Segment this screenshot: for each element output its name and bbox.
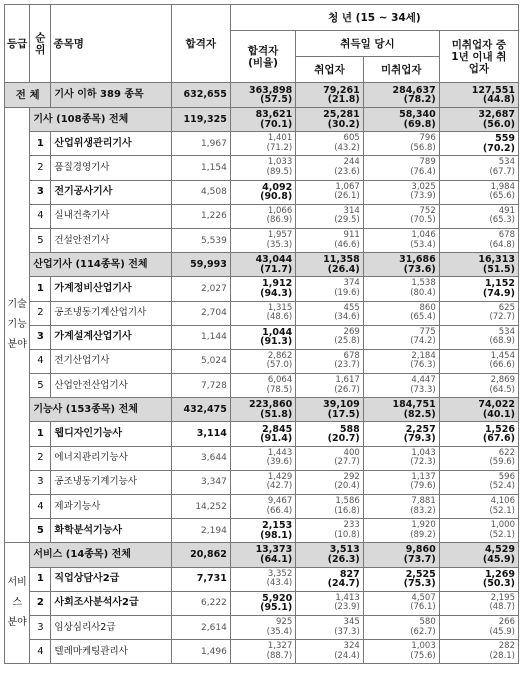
unemp-cell: 796 (56.8)	[363, 132, 439, 156]
item-name: 화학분석기능사	[51, 519, 171, 543]
unemp-cell: 789 (76.4)	[363, 156, 439, 180]
emp-cell: 911 (46.6)	[296, 228, 364, 252]
table-row	[5, 156, 519, 180]
table-row	[5, 422, 519, 446]
item-name: 가계정비산업기사	[51, 277, 171, 301]
table-row	[5, 374, 519, 398]
unemp-cell: 2,525 (75.3)	[363, 567, 439, 591]
within-cell: 4,529 (45.9)	[439, 543, 518, 567]
youth-cell: 43,044 (71.7)	[230, 253, 295, 277]
rank-cell: 3	[30, 325, 51, 349]
item-name: 사회조사분석사2급	[51, 591, 171, 615]
emp-cell: 292 (20.4)	[296, 470, 364, 494]
item-name: 텔레마케팅관리사	[51, 640, 171, 664]
table-row	[5, 640, 519, 664]
within-cell: 1,152 (74.9)	[439, 277, 518, 301]
group-label-service: 서비스 분야	[5, 543, 30, 664]
subtotal-row	[5, 543, 519, 567]
total-label: 전 체	[5, 83, 51, 108]
within-cell: 678 (64.8)	[439, 228, 518, 252]
passers-cell: 7,728	[171, 374, 230, 398]
table-row	[5, 519, 519, 543]
emp-cell: 314 (29.5)	[296, 204, 364, 228]
table-row	[5, 204, 519, 228]
youth-cell: 4,092 (90.8)	[230, 180, 295, 204]
rank-cell: 5	[30, 228, 51, 252]
within-cell: 2,195 (48.7)	[439, 591, 518, 615]
unemp-cell: 860 (65.4)	[363, 301, 439, 325]
passers-cell: 14,252	[171, 495, 230, 519]
youth-cell: 6,064 (78.5)	[230, 374, 295, 398]
unemp-cell: 7,881 (83.2)	[363, 495, 439, 519]
emp-cell: 1,067 (26.1)	[296, 180, 364, 204]
passers-cell: 7,731	[171, 567, 230, 591]
within-cell: 16,313 (51.5)	[439, 253, 518, 277]
passers-cell: 2,027	[171, 277, 230, 301]
emp-cell: 678 (23.7)	[296, 349, 364, 373]
item-name: 임상심리사2급	[51, 615, 171, 639]
rank-cell: 3	[30, 470, 51, 494]
total-within: 127,551 (44.8)	[439, 83, 518, 108]
youth-cell: 1,033 (89.5)	[230, 156, 295, 180]
passers-cell: 5,024	[171, 349, 230, 373]
passers-cell: 20,862	[171, 543, 230, 567]
subtotal-row	[5, 253, 519, 277]
header-passers: 합격자	[171, 5, 230, 83]
youth-cell: 3,352 (43.4)	[230, 567, 295, 591]
within-cell: 534 (67.7)	[439, 156, 518, 180]
subtotal-name: 기능사 (153종목) 전체	[30, 398, 171, 422]
rank-cell: 4	[30, 640, 51, 664]
unemp-cell: 4,507 (76.1)	[363, 591, 439, 615]
table-row	[5, 132, 519, 156]
within-cell: 1,984 (65.6)	[439, 180, 518, 204]
within-cell: 559 (70.2)	[439, 132, 518, 156]
emp-cell: 400 (27.7)	[296, 446, 364, 470]
emp-cell: 345 (37.3)	[296, 615, 364, 639]
unemp-cell: 1,003 (75.6)	[363, 640, 439, 664]
passers-cell: 1,496	[171, 640, 230, 664]
youth-cell: 223,860 (51.8)	[230, 398, 295, 422]
rank-cell: 2	[30, 156, 51, 180]
youth-cell: 925 (35.4)	[230, 615, 295, 639]
rank-cell: 4	[30, 495, 51, 519]
within-cell: 534 (68.9)	[439, 325, 518, 349]
item-name: 공조냉동기계기능사	[51, 470, 171, 494]
rank-cell: 2	[30, 446, 51, 470]
unemp-cell: 9,860 (73.7)	[363, 543, 439, 567]
emp-cell: 3,513 (26.3)	[296, 543, 364, 567]
passers-cell: 2,194	[171, 519, 230, 543]
item-name: 전기공사기사	[51, 180, 171, 204]
emp-cell: 25,281 (30.2)	[296, 108, 364, 132]
youth-cell: 1,315 (48.6)	[230, 301, 295, 325]
within-cell: 491 (65.3)	[439, 204, 518, 228]
total-name: 기사 이하 389 종목	[51, 83, 171, 108]
within-cell: 266 (45.9)	[439, 615, 518, 639]
unemp-cell: 4,447 (73.3)	[363, 374, 439, 398]
table-body	[5, 83, 519, 664]
youth-cell: 13,373 (64.1)	[230, 543, 295, 567]
header-employed-status: 취득일 당시	[296, 31, 440, 57]
total-unemployed: 284,637 (78.2)	[363, 83, 439, 108]
passers-cell: 3,347	[171, 470, 230, 494]
item-name: 에너지관리기능사	[51, 446, 171, 470]
unemp-cell: 184,751 (82.5)	[363, 398, 439, 422]
within-cell: 4,106 (52.1)	[439, 495, 518, 519]
youth-cell: 1,443 (39.6)	[230, 446, 295, 470]
rank-cell: 1	[30, 277, 51, 301]
within-cell: 596 (52.4)	[439, 470, 518, 494]
unemp-cell: 2,184 (76.3)	[363, 349, 439, 373]
within-cell: 622 (59.6)	[439, 446, 518, 470]
rank-cell: 3	[30, 615, 51, 639]
rank-cell: 2	[30, 301, 51, 325]
rank-cell: 2	[30, 591, 51, 615]
passers-cell: 4,508	[171, 180, 230, 204]
table-row	[5, 615, 519, 639]
subtotal-row	[5, 108, 519, 132]
emp-cell: 455 (34.6)	[296, 301, 364, 325]
passers-cell: 1,144	[171, 325, 230, 349]
header-employed: 취업자	[296, 57, 364, 83]
table-row	[5, 325, 519, 349]
passers-cell: 2,704	[171, 301, 230, 325]
item-name: 산업위생관리기사	[51, 132, 171, 156]
emp-cell: 269 (25.8)	[296, 325, 364, 349]
item-name: 공조냉동기계산업기사	[51, 301, 171, 325]
youth-cell: 1,044 (91.3)	[230, 325, 295, 349]
table-row	[5, 591, 519, 615]
unemp-cell: 1,043 (72.3)	[363, 446, 439, 470]
subtotal-name: 서비스 (14종목) 전체	[30, 543, 171, 567]
emp-cell: 827 (24.7)	[296, 567, 364, 591]
item-name: 전기산업기사	[51, 349, 171, 373]
rank-cell: 4	[30, 349, 51, 373]
item-name: 품질경영기사	[51, 156, 171, 180]
group-label-tech: 기술 기능 분야	[5, 108, 30, 543]
passers-cell: 1,967	[171, 132, 230, 156]
stats-table	[4, 4, 519, 664]
item-name: 웹디자인기능사	[51, 422, 171, 446]
within-cell: 1,526 (67.6)	[439, 422, 518, 446]
youth-cell: 1,912 (94.3)	[230, 277, 295, 301]
table-row	[5, 277, 519, 301]
within-cell: 1,454 (66.6)	[439, 349, 518, 373]
item-name: 직업상담사2급	[51, 567, 171, 591]
subtotal-name: 산업기사 (114종목) 전체	[30, 253, 171, 277]
emp-cell: 233 (10.8)	[296, 519, 364, 543]
youth-cell: 1,957 (35.3)	[230, 228, 295, 252]
header-youth: 청 년 (15 ~ 34세)	[230, 5, 518, 31]
within-cell: 282 (28.1)	[439, 640, 518, 664]
emp-cell: 1,617 (26.7)	[296, 374, 364, 398]
item-name: 가계설계산업기사	[51, 325, 171, 349]
header-passers-ratio: 합격자 (비율)	[230, 31, 295, 83]
item-name: 제과기능사	[51, 495, 171, 519]
youth-cell: 2,845 (91.4)	[230, 422, 295, 446]
rank-cell: 3	[30, 180, 51, 204]
emp-cell: 324 (24.4)	[296, 640, 364, 664]
unemp-cell: 1,046 (53.4)	[363, 228, 439, 252]
table-row	[5, 180, 519, 204]
youth-cell: 5,920 (95.1)	[230, 591, 295, 615]
total-row	[5, 83, 519, 108]
rank-cell: 5	[30, 374, 51, 398]
within-cell: 2,869 (64.5)	[439, 374, 518, 398]
rank-cell: 4	[30, 204, 51, 228]
emp-cell: 605 (43.2)	[296, 132, 364, 156]
unemp-cell: 580 (62.7)	[363, 615, 439, 639]
header-seq: 순위	[30, 5, 51, 83]
within-cell: 625 (72.7)	[439, 301, 518, 325]
youth-cell: 1,429 (42.7)	[230, 470, 295, 494]
passers-cell: 119,325	[171, 108, 230, 132]
passers-cell: 59,993	[171, 253, 230, 277]
passers-cell: 2,614	[171, 615, 230, 639]
unemp-cell: 58,340 (69.8)	[363, 108, 439, 132]
passers-cell: 432,475	[171, 398, 230, 422]
emp-cell: 1,413 (23.9)	[296, 591, 364, 615]
total-youth: 363,898 (57.5)	[230, 83, 295, 108]
passers-cell: 3,644	[171, 446, 230, 470]
item-name: 산업안전산업기사	[51, 374, 171, 398]
emp-cell: 588 (20.7)	[296, 422, 364, 446]
rank-cell: 5	[30, 519, 51, 543]
youth-cell: 9,467 (66.4)	[230, 495, 295, 519]
emp-cell: 11,358 (26.4)	[296, 253, 364, 277]
subtotal-row	[5, 398, 519, 422]
passers-cell: 1,226	[171, 204, 230, 228]
unemp-cell: 752 (70.5)	[363, 204, 439, 228]
unemp-cell: 1,538 (80.4)	[363, 277, 439, 301]
within-cell: 32,687 (56.0)	[439, 108, 518, 132]
unemp-cell: 2,257 (79.3)	[363, 422, 439, 446]
emp-cell: 39,109 (17.5)	[296, 398, 364, 422]
youth-cell: 1,327 (88.7)	[230, 640, 295, 664]
youth-cell: 83,621 (70.1)	[230, 108, 295, 132]
unemp-cell: 31,686 (73.6)	[363, 253, 439, 277]
youth-cell: 2,153 (98.1)	[230, 519, 295, 543]
passers-cell: 3,114	[171, 422, 230, 446]
youth-cell: 2,862 (57.0)	[230, 349, 295, 373]
rank-cell: 1	[30, 422, 51, 446]
unemp-cell: 3,025 (73.9)	[363, 180, 439, 204]
item-name: 건설안전기사	[51, 228, 171, 252]
emp-cell: 244 (23.6)	[296, 156, 364, 180]
rank-cell: 1	[30, 567, 51, 591]
table-row	[5, 567, 519, 591]
header-grade: 등급	[5, 5, 30, 83]
youth-cell: 1,066 (86.9)	[230, 204, 295, 228]
subtotal-name: 기사 (108종목) 전체	[30, 108, 171, 132]
header-within-1yr: 미취업자 중 1년 이내 취 업자	[439, 31, 518, 83]
item-name: 실내건축기사	[51, 204, 171, 228]
header-unemployed: 미취업자	[363, 57, 439, 83]
passers-cell: 1,154	[171, 156, 230, 180]
passers-cell: 6,222	[171, 591, 230, 615]
emp-cell: 1,586 (16.8)	[296, 495, 364, 519]
emp-cell: 374 (19.6)	[296, 277, 364, 301]
header-item: 종목명	[51, 5, 171, 83]
table-row	[5, 495, 519, 519]
table-row	[5, 301, 519, 325]
table-row	[5, 446, 519, 470]
youth-cell: 1,401 (71.2)	[230, 132, 295, 156]
table-row	[5, 470, 519, 494]
table-row	[5, 228, 519, 252]
table-row	[5, 349, 519, 373]
rank-cell: 1	[30, 132, 51, 156]
unemp-cell: 1,920 (89.2)	[363, 519, 439, 543]
within-cell: 74,022 (40.1)	[439, 398, 518, 422]
within-cell: 1,269 (50.3)	[439, 567, 518, 591]
unemp-cell: 775 (74.2)	[363, 325, 439, 349]
passers-cell: 5,539	[171, 228, 230, 252]
total-employed: 79,261 (21.8)	[296, 83, 364, 108]
unemp-cell: 1,137 (79.6)	[363, 470, 439, 494]
total-passers: 632,655	[171, 83, 230, 108]
within-cell: 1,000 (52.1)	[439, 519, 518, 543]
